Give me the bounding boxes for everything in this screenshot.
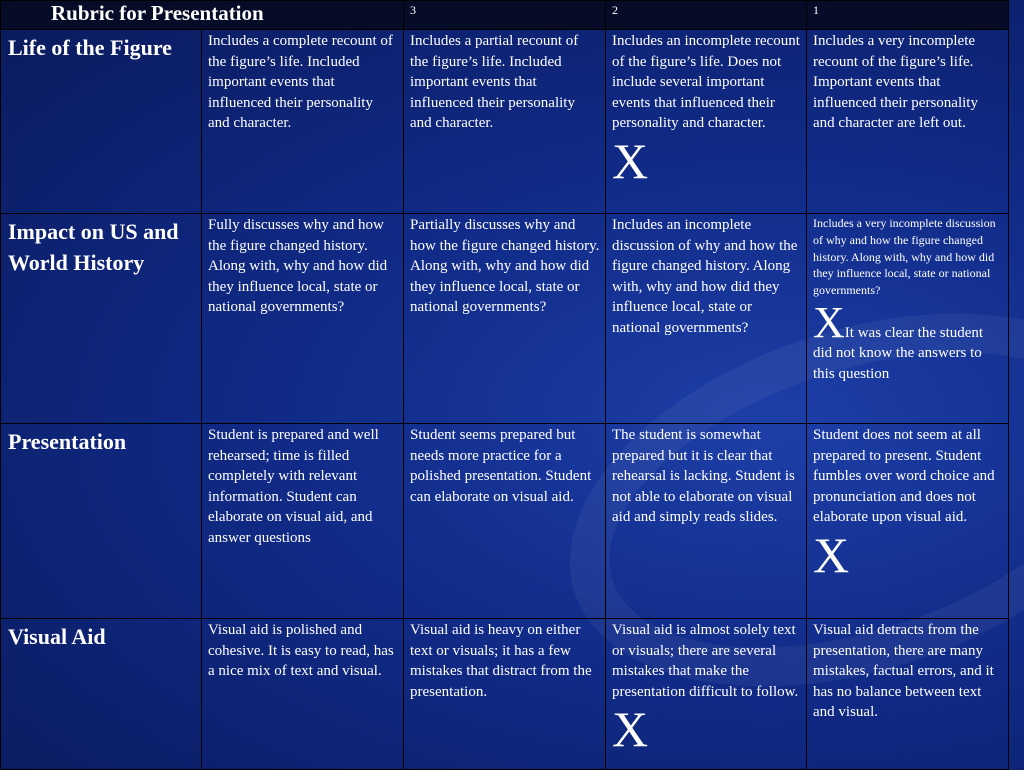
score-1-cell: Includes a very incomplete recount of the figure’s life. Important events that influenced their personality and character are left out. xyxy=(807,30,1009,214)
criterion-cell xyxy=(1,619,202,770)
score-1-cell: Visual aid detracts from the presentation, there are many mistakes, factual errors, and it has no balance between text and visual. xyxy=(807,619,1009,770)
score-3-cell: Student seems prepared but needs more practice for a polished presentation. Student can elaborate on visual aid. xyxy=(404,424,606,619)
rubric-title: Rubric for Presentation xyxy=(51,1,264,25)
criterion-label: Life of the Figure xyxy=(8,35,172,60)
score-1-cell: Student does not seem at all prepared to present. Student fumbles over word choice and pronunciation and does not elaborate upon visual aid. X xyxy=(807,424,1009,619)
header-row xyxy=(1,1,1009,30)
x-mark: X xyxy=(612,701,649,757)
score-4-cell: Includes a complete recount of the figure’s life. Included important events that influenced their personality and character. xyxy=(202,30,404,214)
criterion-label: Impact on US and World History xyxy=(8,219,179,275)
score-4-cell: Student is prepared and well rehearsed; time is filled completely with relevant information. Student can elaborate on visual aid, and answer questions xyxy=(202,424,404,619)
x-mark: X xyxy=(813,297,845,347)
score-3-cell: Visual aid is heavy on either text or visuals; it has a few mistakes that distract from the presentation. xyxy=(404,619,606,770)
score-2-header: 2 xyxy=(606,1,807,30)
row-presentation xyxy=(1,424,1009,619)
row-life-of-the-figure xyxy=(1,30,1009,214)
rubric-title-cell xyxy=(1,1,404,30)
criterion-cell xyxy=(1,214,202,424)
row-visual-aid xyxy=(1,619,1009,770)
score-3-header: 3 xyxy=(404,1,606,30)
score-1-header: 1 xyxy=(807,1,1009,30)
score-2-cell: Visual aid is almost solely text or visuals; there are several mistakes that make the presentation difficult to follow. X xyxy=(606,619,807,770)
score-2-cell: Includes an incomplete recount of the figure’s life. Does not include several important events that influenced their personality and character. X xyxy=(606,30,807,214)
score-2-cell: Includes an incomplete discussion of why and how the figure changed history. Along with, why and how did they influence local, state or national governments? xyxy=(606,214,807,424)
row-impact-on-history xyxy=(1,214,1009,424)
x-mark: X xyxy=(813,526,850,583)
criterion-cell xyxy=(1,30,202,214)
score-3-cell: Partially discusses why and how the figure changed history. Along with, why and how did they influence local, state or national governments? xyxy=(404,214,606,424)
score-4-cell: Visual aid is polished and cohesive. It is easy to read, has a nice mix of text and visual. xyxy=(202,619,404,770)
criterion-label: Visual Aid xyxy=(8,624,106,649)
x-mark: X xyxy=(612,132,649,189)
score-1-cell: Includes a very incomplete discussion of why and how the figure changed history. Along with, why and how did they influence local, state or national governments? XIt was clear the student did not know the answers to this question xyxy=(807,214,1009,424)
teacher-note: It was clear the student did not know the answers to this question xyxy=(813,324,984,382)
score-4-cell: Fully discusses why and how the figure changed history. Along with, why and how did they influence local, state or national governments? xyxy=(202,214,404,424)
criterion-cell xyxy=(1,424,202,619)
score-2-cell: The student is somewhat prepared but it is clear that rehearsal is lacking. Student is not able to elaborate on visual aid and simply reads slides. xyxy=(606,424,807,619)
score-3-cell: Includes a partial recount of the figure’s life. Included important events that influenced their personality and character. xyxy=(404,30,606,214)
criterion-label: Presentation xyxy=(8,429,127,454)
